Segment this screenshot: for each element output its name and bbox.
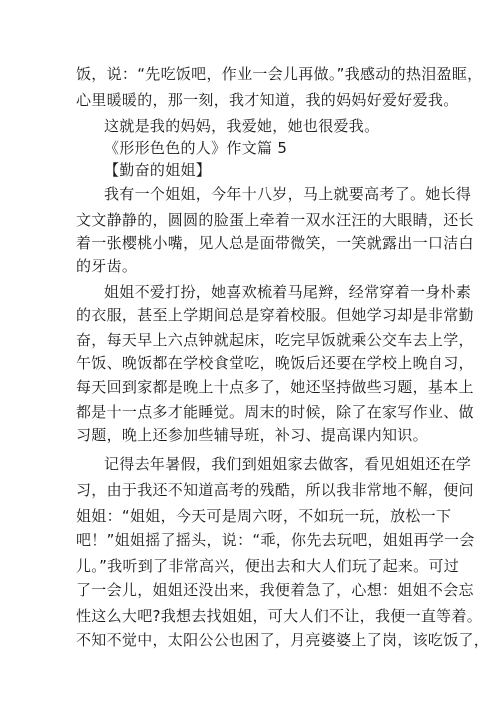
paragraph-line: 了一会儿，姐姐还没出来，我便着急了，心想：姐姐不会忘 <box>76 581 474 599</box>
paragraph-line: 这就是我的妈妈，我爱她，她也很爱我。 <box>104 117 380 135</box>
paragraph-line: 的牙齿。 <box>76 257 138 275</box>
section-title: 《形形色色的人》作文篇 5 <box>104 139 288 157</box>
paragraph-line: 着一张樱桃小嘴，见人总是面带微笑，一笑就露出一口洁白 <box>76 234 474 252</box>
paragraph-line: 习题，晚上还参加些辅导班，补习、提高课内知识。 <box>76 426 428 444</box>
paragraph-line: 不知不觉中，太阳公公也困了，月亮婆婆上了岗，该吃饭了， <box>76 631 490 649</box>
paragraph-line: 记得去年暑假，我们到姐姐家去做客，看见姐姐还在学 <box>104 455 472 473</box>
paragraph-line: 午饭、晚饭都在学校食堂吃，晚饭后还要在学校上晚自习， <box>76 354 474 372</box>
essay-heading: 【勤奋的姐姐】 <box>104 161 212 179</box>
paragraph-line: 习，由于我还不知道高考的残酷，所以我非常地不解，便问 <box>76 481 474 499</box>
paragraph-line: 性这么大吧?我想去找姐姐，可大人们不让，我便一直等着。 <box>76 607 483 625</box>
paragraph-line: 都是十一点多才能睡觉。周末的时候，除了在家写作业、做 <box>76 403 474 421</box>
paragraph-line: 饭，说：“先吃饭吧，作业一会儿再做。”我感动的热泪盈眶， <box>76 65 483 83</box>
paragraph-line: 儿。”我听到了非常高兴，便出去和大人们玩了起来。可过 <box>76 557 460 575</box>
paragraph-line: 我有一个姐姐，今年十八岁，马上就要高考了。她长得 <box>104 185 472 203</box>
paragraph-line: 姐姐：“姐姐，今天可是周六呀，不如玩一玩，放松一下 <box>76 507 452 525</box>
paragraph-line: 文文静静的，圆圆的脸蛋上牵着一双水汪汪的大眼睛，还长 <box>76 211 474 229</box>
paragraph-line: 姐姐不爱打扮，她喜欢梳着马尾辫，经常穿着一身朴素 <box>104 283 472 301</box>
paragraph-line: 每天回到家都是晚上十点多了，她还坚持做些习题，基本上 <box>76 378 474 396</box>
paragraph-line: 奋，每天早上六点钟就起床，吃完早饭就乘公交车去上学， <box>76 331 474 349</box>
paragraph-line: 吧！”姐姐摇了摇头，说：“乖，你先去玩吧，姐姐再学一会 <box>76 531 475 549</box>
paragraph-line: 的衣服，甚至上学期间总是穿着校服。但她学习却是非常勤 <box>76 306 474 324</box>
paragraph-line: 心里暖暖的，那一刻，我才知道，我的妈妈好爱好爱我。 <box>76 91 459 109</box>
